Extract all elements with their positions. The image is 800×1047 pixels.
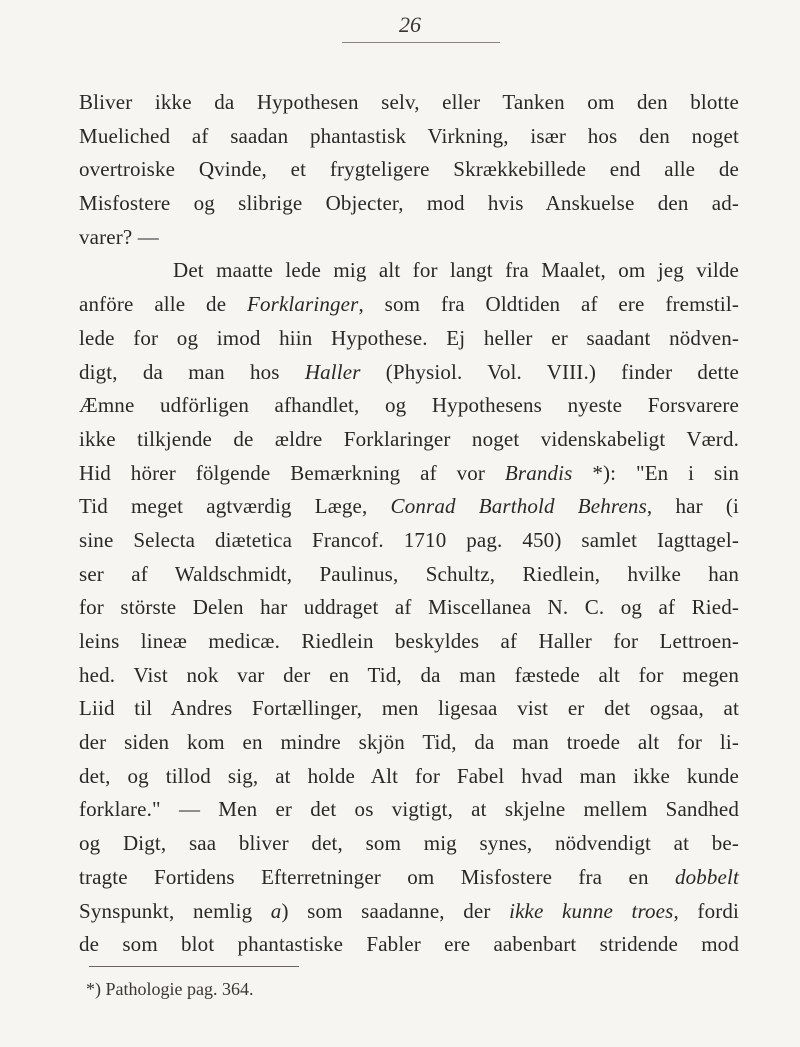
text-line: der siden kom en mindre skjön Tid, da man troede alt for li- — [79, 730, 739, 755]
body-text — [79, 86, 739, 962]
text-line: anföre alle de Forklaringer, som fra Oldtiden af ere fremstil- — [79, 292, 739, 317]
text-line: ikke tilkjende de ældre Forklaringer noget videnskabeligt Værd. — [79, 426, 739, 451]
text-line: sine Selecta diætetica Francof. 1710 pag. 450) samlet Iagttagel- — [79, 527, 739, 552]
text-line: overtroiske Qvinde, et frygteligere Skrækkebillede end alle de — [79, 157, 739, 182]
text-line: de som blot phantastiske Fabler ere aabenbart stridende mod — [79, 932, 739, 957]
text-line: Æmne udförligen afhandlet, og Hypothesens nyeste Forsvarere — [79, 393, 739, 418]
text-line: forklare." — Men er det os vigtigt, at skjelne mellem Sandhed — [79, 797, 739, 822]
text-line: ser af Waldschmidt, Paulinus, Schultz, Riedlein, hvilke han — [79, 561, 739, 586]
text-line: for störste Delen har uddraget af Miscellanea N. C. og af Ried- — [79, 595, 739, 620]
page-number-rule — [342, 42, 500, 43]
page-number: 26 — [399, 12, 421, 37]
text-line: Misfostere og slibrige Objecter, mod hvis Anskuelse den ad- — [79, 191, 739, 216]
text-line: leins lineæ medicæ. Riedlein beskyldes af Haller for Lettroen- — [79, 629, 739, 653]
text-line: tragte Fortidens Efterretninger om Misfostere fra en dobbelt — [79, 864, 739, 889]
text-line: Bliver ikke da Hypothesen selv, eller Tanken om den blotte — [79, 90, 739, 114]
text-line: Synspunkt, nemlig a) som saadanne, der ikke kunne troes, fordi — [79, 898, 739, 923]
footnote: *) Pathologie pag. 364. — [86, 979, 254, 999]
text-line: lede for og imod hiin Hypothese. Ej heller er saadant nödven- — [79, 325, 739, 350]
text-line: og Digt, saa bliver det, som mig synes, nödvendigt at be- — [79, 831, 739, 856]
text-line: digt, da man hos Haller (Physiol. Vol. VIII.) finder dette — [79, 359, 739, 384]
text-line: hed. Vist nok var der en Tid, da man fæstede alt for megen — [79, 662, 739, 687]
text-line: Liid til Andres Fortællinger, men ligesaa vist er det ogsaa, at — [79, 696, 739, 721]
text-line: Mueliched af saadan phantastisk Virkning, især hos den noget — [79, 123, 739, 148]
text-line: varer? — — [79, 224, 159, 249]
text-line: det, og tillod sig, at holde Alt for Fabel hvad man ikke kunde — [79, 763, 739, 788]
text-line: Tid meget agtværdig Læge, Conrad Barthold Behrens, har (i — [79, 494, 739, 519]
footnote-rule — [89, 966, 299, 967]
text-line: Det maatte lede mig alt for langt fra Maalet, om jeg vilde — [173, 258, 739, 283]
text-line: Hid hörer fölgende Bemærkning af vor Brandis *): "En i sin — [79, 460, 739, 485]
